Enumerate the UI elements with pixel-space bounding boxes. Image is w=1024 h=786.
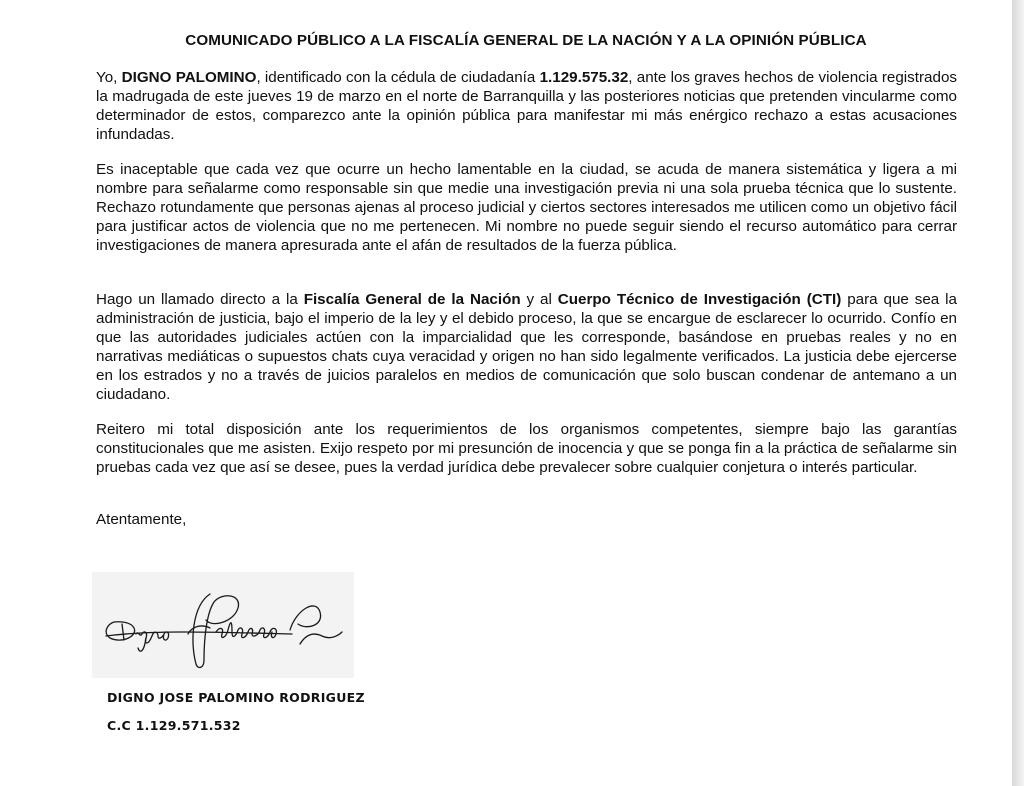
signer-id-number: C.C 1.129.571.532 (107, 718, 241, 733)
closing-salutation: Atentamente, (96, 511, 187, 528)
paragraph-1-text: , ante los graves hechos de violencia registrados la madrugada de este jueves 19 de marzo en el norte de Barranquilla y las posteriores noticias que pretenden vincularme como determinador de estos, comparezco ante la opinión pública para manifestar mi más enérgico rechazo a estas acusaciones infundadas. (96, 69, 957, 143)
signature-image (92, 572, 354, 678)
paragraph-2: Es inaceptable que cada vez que ocurre un hecho lamentable en la ciudad, se acuda de manera sistemática y ligera a mi nombre para señalarme como responsable sin que medie una investigación previa ni una sola prueba técnica que lo sustente. Rechazo rotundamente que personas ajenas al proceso judicial y ciertos sectores interesados me utilicen como un objetivo fácil para justificar actos de violencia que no me pertenecen. Mi nombre no puede seguir siendo el recurso automático para cerrar investigaciones de manera apresurada ante el afán de resultados de la fuerza pública. (96, 161, 957, 254)
fiscalia-bold: Fiscalía General de la Nación (303, 291, 521, 308)
signer-name: DIGNO JOSE PALOMINO RODRIGUEZ (107, 690, 365, 705)
cti-bold: Cuerpo Técnico de Investigación (CTI) (557, 291, 842, 308)
paragraph-3-text: y al (520, 291, 558, 308)
paragraph-4: Reitero mi total disposición ante los requerimientos de los organismos competentes, siempre bajo las garantías constitucionales que me asisten. Exijo respeto por mi presunción de inocencia y que se ponga fin a la práctica de señalarme sin pruebas cada vez que así se desee, pues la verdad jurídica debe prevalecer sobre cualquier conjetura o interés particular. (96, 421, 957, 476)
paragraph-1-text: , identificado con la cédula de ciudadanía (256, 69, 540, 86)
page-edge-shadow (1012, 0, 1024, 786)
page-title: COMUNICADO PÚBLICO A LA FISCALÍA GENERAL DE LA NACIÓN Y A LA OPINIÓN PÚBLICA (185, 32, 867, 49)
id-number-bold: 1.129.575.32 (539, 69, 629, 86)
paragraph-1 (96, 68, 957, 144)
handwritten-signature-icon (92, 572, 354, 678)
paragraph-3 (96, 290, 957, 404)
paragraph-3-text: Hago un llamado directo a la (96, 291, 304, 308)
author-name-bold: DIGNO PALOMINO (121, 69, 257, 86)
paragraph-3-text: para que sea la administración de justicia, bajo el imperio de la ley y el debido proceso, la que se encargue de esclarecer lo ocurrido. Confío en que las autoridades judiciales actúen con la imparcialidad que les corresponde, basándose en pruebas reales y no en narrativas mediáticas o supuestos chats cuya veracidad y origen no han sido legalmente verificados. La justicia debe ejercerse en los estrados y no a través de juicios paralelos en medios de comunicación que solo buscan condenar de antemano a un ciudadano. (96, 291, 957, 403)
paragraph-1-text: Yo, (96, 69, 122, 86)
